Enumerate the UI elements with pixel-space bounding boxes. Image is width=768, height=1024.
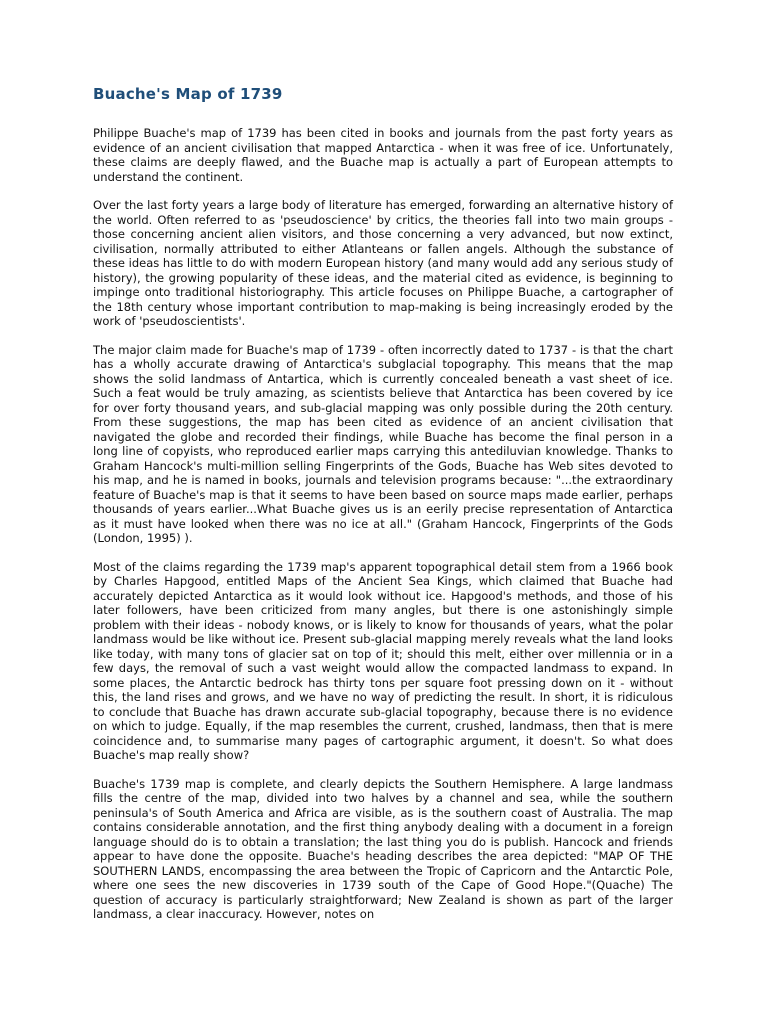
page-title: Buache's Map of 1739	[93, 85, 283, 103]
paragraph-3: The major claim made for Buache's map of 1739 - often incorrectly dated to 1737 - is that the chart has a wholly accurate drawing of Antarctica's subglacial topography. This means that the map shows the solid landmass of Antartica, which is currently concealed beneath a vast sheet of ice. Such a feat would be truly amazing, as scientists believe that Antarctica has been covered by ice for over forty thousand years, and sub-glacial mapping was only possible during the 20th century. From these suggestions, the map has been cited as evidence of an ancient civilisation that navigated the globe and recorded their findings, while Buache has become the final person in a long line of copyists, who reproduced earlier maps carrying this antediluvian knowledge. Thanks to Graham Hancock's multi-million selling Fingerprints of the Gods, Buache has Web sites devoted to his map, and he is named in books, journals and television programs because: "...the extraordinary feature of Buache's map is that it seems to have been based on source maps made earlier, perhaps thousands of years earlier...What Buache gives us is an eerily precise representation of Antarctica as it must have looked when there was no ice at all." (Graham Hancock, Fingerprints of the Gods (London, 1995) ).	[93, 342, 673, 545]
paragraph-2: Over the last forty years a large body of literature has emerged, forwarding an alternative history of the world. Often referred to as 'pseudoscience' by critics, the theories fall into two main groups - those concerning ancient alien visitors, and those concerning a very advanced, but now extinct, civilisation, normally attributed to either Atlanteans or fallen angels. Although the substance of these ideas has little to do with modern European history (and many would add any serious study of history), the growing popularity of these ideas, and the material cited as evidence, is beginning to impinge onto traditional historiography. This article focuses on Philippe Buache, a cartographer of the 18th century whose important contribution to map-making is being increasingly eroded by the work of 'pseudoscientists'.	[93, 198, 673, 328]
paragraph-1: Philippe Buache's map of 1739 has been cited in books and journals from the past forty years as evidence of an ancient civilisation that mapped Antarctica - when it was free of ice. Unfortunately, these claims are deeply flawed, and the Buache map is actually a part of European attempts to understand the continent.	[93, 126, 673, 184]
paragraph-4: Most of the claims regarding the 1739 map's apparent topographical detail stem from a 1966 book by Charles Hapgood, entitled Maps of the Ancient Sea Kings, which claimed that Buache had accurately depicted Antarctica as it would look without ice. Hapgood's methods, and those of his later followers, have been criticized from many angles, but there is one astonishingly simple problem with their ideas - nobody knows, or is likely to know for thousands of years, what the polar landmass would be like without ice. Present sub-glacial mapping merely reveals what the land looks like today, with many tons of glacier sat on top of it; should this melt, either over millennia or in a few days, the removal of such a vast weight would allow the compacted landmass to expand. In some places, the Antarctic bedrock has thirty tons per square foot pressing down on it - without this, the land rises and grows, and we have no way of predicting the result. In short, it is ridiculous to conclude that Buache has drawn accurate sub-glacial topography, because there is no evidence on which to judge. Equally, if the map resembles the current, crushed, landmass, then that is mere coincidence and, to summarise many pages of cartographic argument, it doesn't. So what does Buache's map really show?	[93, 559, 673, 762]
paragraph-5: Buache's 1739 map is complete, and clearly depicts the Southern Hemisphere. A large landmass fills the centre of the map, divided into two halves by a channel and sea, while the southern peninsula's of South America and Africa are visible, as is the southern coast of Australia. The map contains considerable annotation, and the first thing anybody dealing with a document in a foreign language should do is to obtain a translation; the last thing you do is publish. Hancock and friends appear to have done the opposite. Buache's heading describes the area depicted: "MAP OF THE SOUTHERN LANDS, encompassing the area between the Tropic of Capricorn and the Antarctic Pole, where one sees the new discoveries in 1739 south of the Cape of Good Hope."(Quache) The question of accuracy is particularly straightforward; New Zealand is shown as part of the larger landmass, a clear inaccuracy. However, notes on	[93, 776, 673, 921]
document-page	[93, 84, 673, 936]
